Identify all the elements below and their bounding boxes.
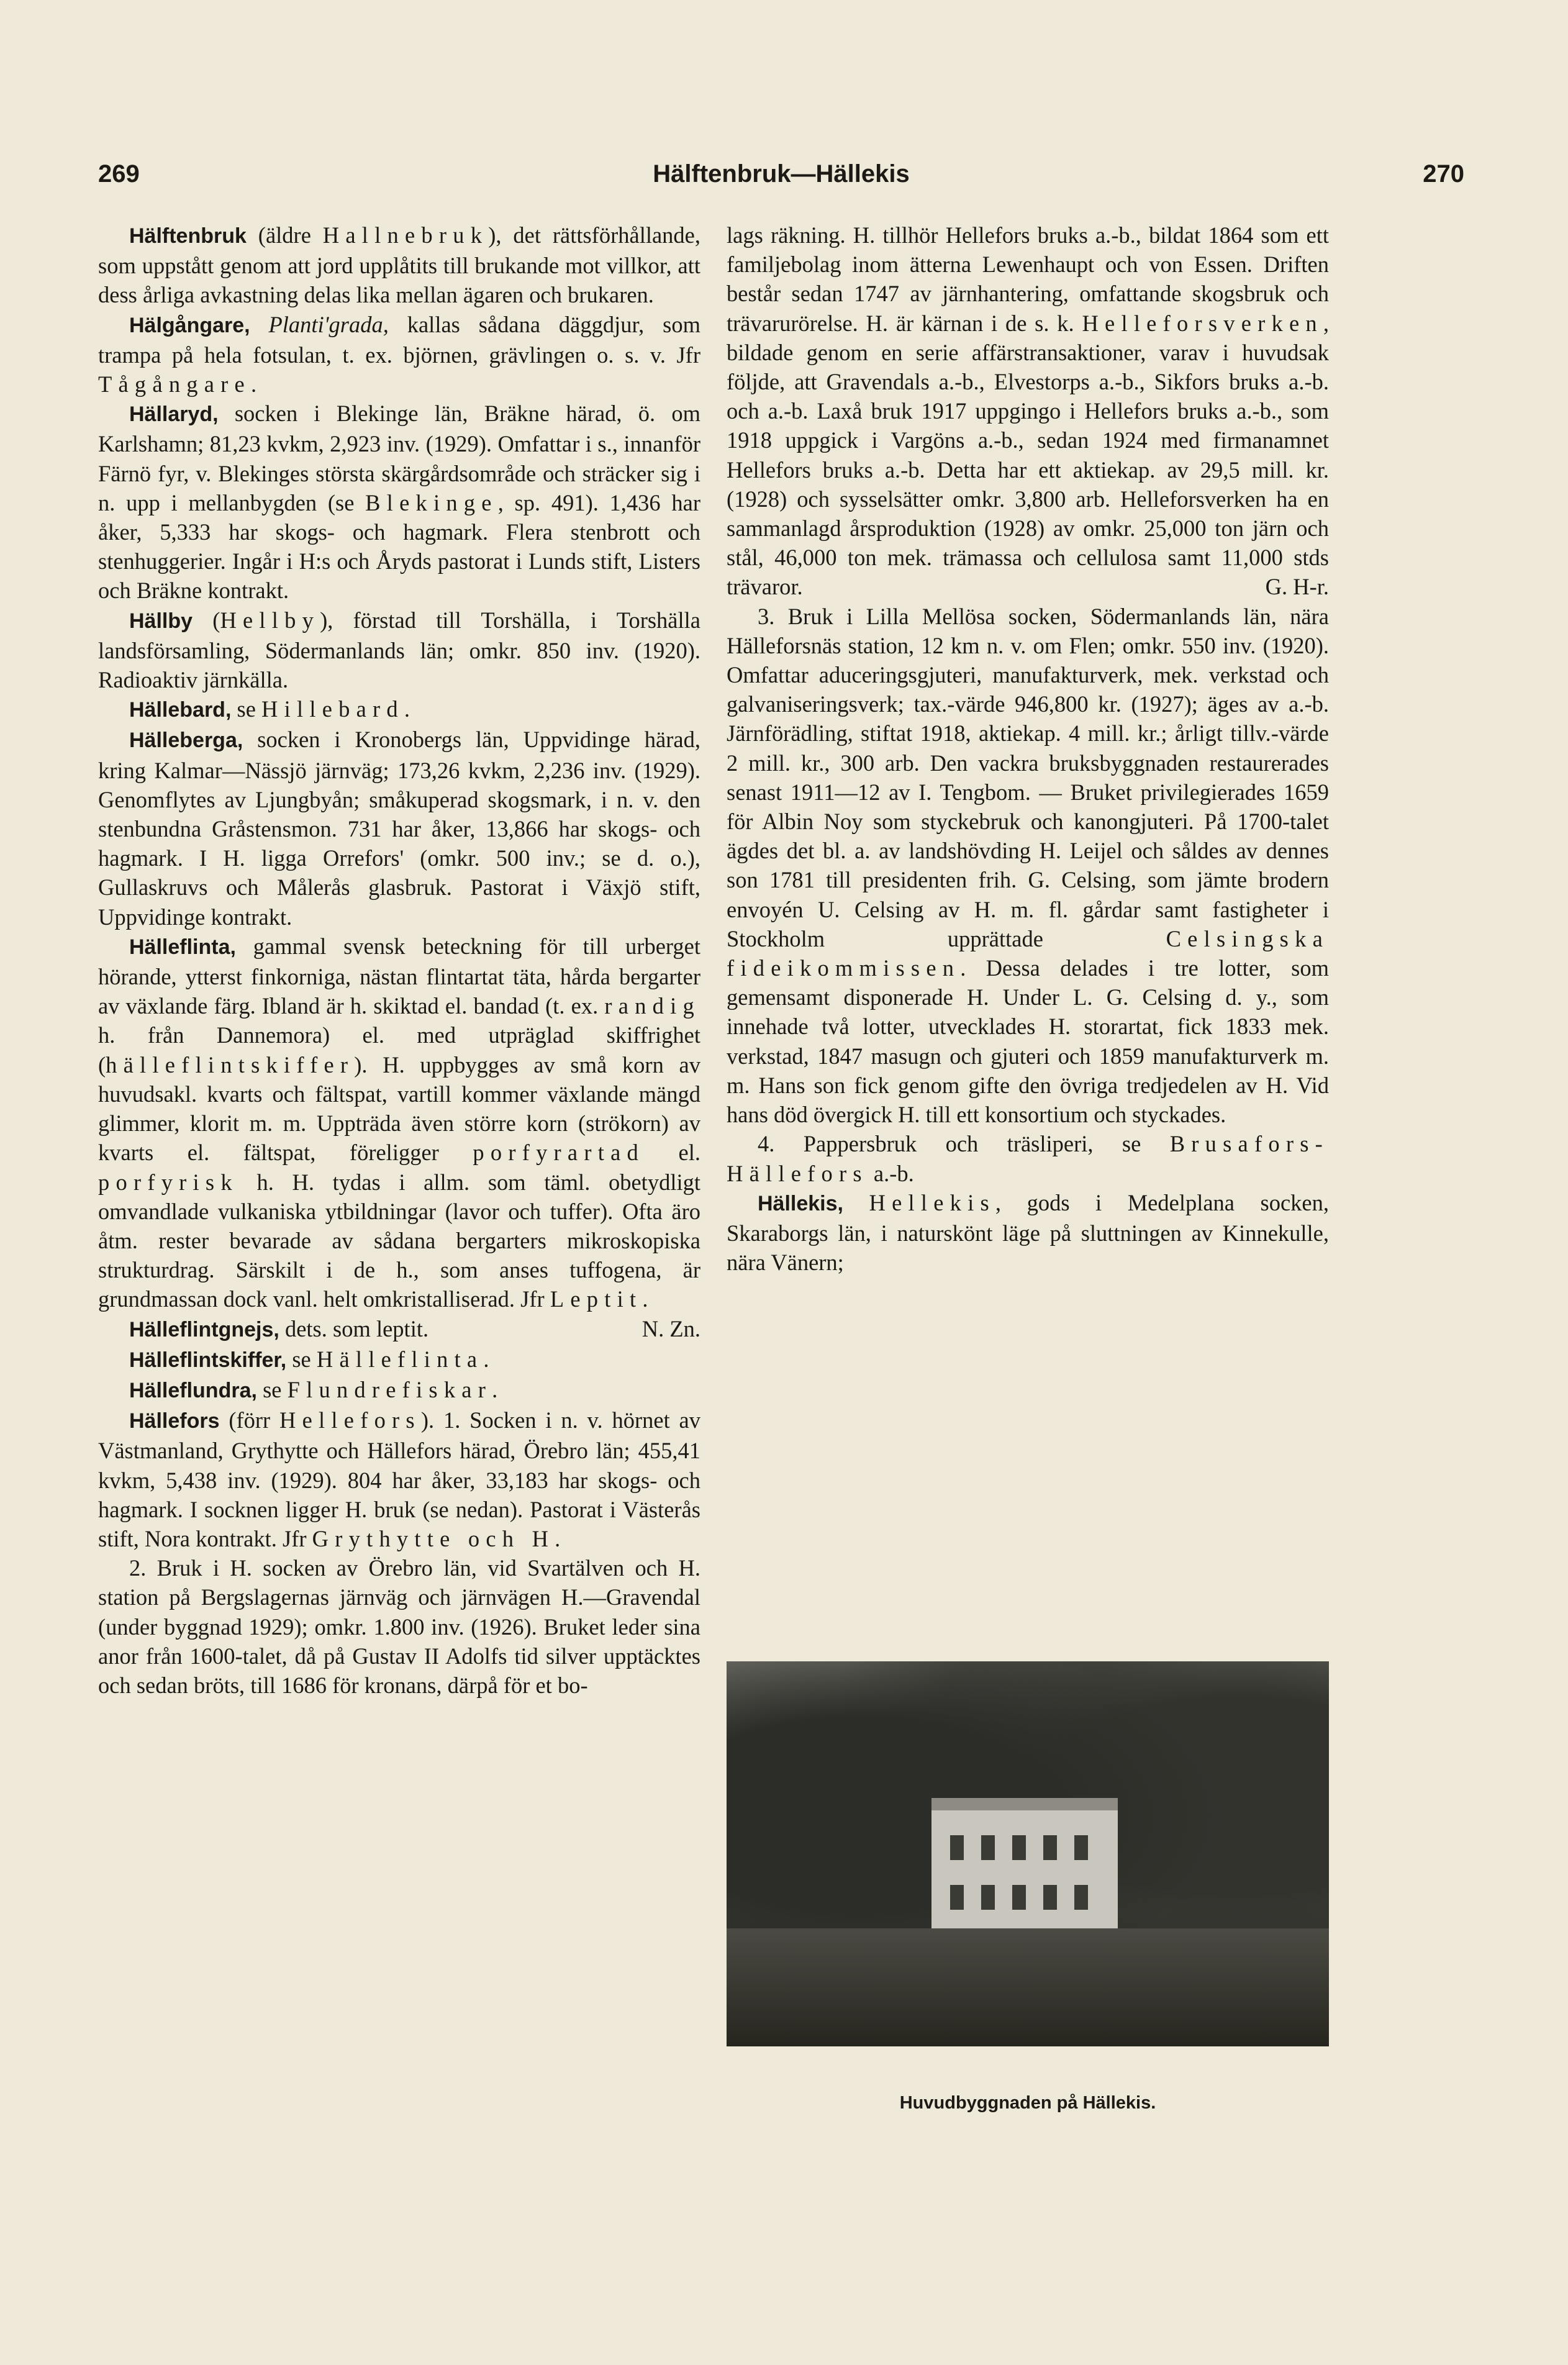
headword: Hälftenbruk: [129, 224, 247, 248]
page-number-right: 270: [1423, 160, 1464, 188]
page-number-left: 269: [98, 160, 140, 188]
window: [1012, 1835, 1026, 1860]
entry-hallefors-continued: lags räkning. H. tillhör Hellefors bruks a.-b., bildat 1864 som ett familjebolag inom ätterna Lewenhaupt och von Essen. Driften består sedan 1747 av järnhantering, omfattande skogsbruk och trävarurörelse. H. är kärnan i de s. k. Helleforsverken, bildade genom en serie affärstransaktioner, varav i huvudsak följde, att Gravendals a.-b., Elvestorps a.-b., Sikfors bruks a.-b. och a.-b. Laxå bruk 1917 uppgingo i Hellefors bruks a.-b., som 1918 uppgick i Vargöns a.-b., sedan 1924 med firmanamnet Hellefors bruks a.-b. Detta har ett aktiekap. av 29,5 mill. kr. (1928) och sysselsätter omkr. 3,800 arb. Helleforsverken ha en sammanlagd årsproduktion (1928) av omkr. 25,000 ton järn och stål, 46,000 ton mek. trämassa och cellulosa samt 11,000 stds trävaror. G. H-r.: [727, 220, 1329, 602]
window: [1043, 1885, 1057, 1910]
headword: Hälleberga,: [129, 729, 243, 753]
headword: Hällefors: [129, 1409, 220, 1433]
entry-halleflundra: Hälleflundra, se Flundrefiskar.: [129, 1376, 498, 1402]
right-column: [727, 220, 1329, 1277]
window: [1074, 1835, 1088, 1860]
headword: Hälleflundra,: [129, 1378, 257, 1402]
headword: Hällebard,: [129, 698, 232, 722]
entry-hallebard: Hällebard, se Hillebard.: [129, 696, 410, 722]
entry-halleflintgnejs: Hälleflintgnejs, dets. som leptit.: [129, 1315, 429, 1341]
lawn: [727, 1928, 1329, 2046]
entry-hallefors-2: 2. Bruk i H. socken av Örebro län, vid Svartälven och H. station på Bergslagernas järnväg och järnvägen H.—Gravendal (under byggnad 1929); omkr. 1.800 inv. (1926). Bruket leder sina anor från 1600-talet, då på Gustav II Adolfs tid silver upptäcktes och sedan bröts, till 1686 för kronans, därpå för et bo-: [98, 1555, 700, 1698]
window: [950, 1885, 964, 1910]
entry-hallaryd: Hällaryd, socken i Blekinge län, Bräkne härad, ö. om Karlshamn; 81,23 kvkm, 2,923 inv. (1929). Omfattar i s., innanför Färnö fyr, v. Blekinges största skärgårdsområde och sträcker sig i n. upp i mellanbygden (se Blekinge, sp. 491). 1,436 har åker, 5,333 har skogs- och hagmark. Flera stenbrott och stenhuggerier. Ingår i H:s och Åryds pastorat i Lunds stift, Listers och Bräkne kontrakt.: [98, 401, 701, 604]
headword: Hälleflinta,: [129, 935, 236, 959]
headword: Hälleflintskiffer,: [129, 1348, 287, 1372]
entry-halgangare: Hälgångare, Planti'grada, kallas sådana däggdjur, som trampa på hela fotsulan, t. ex. björnen, grävlingen o. s. v. Jfr Tågångare.: [98, 311, 701, 397]
entry-hallefors: Hällefors (förr Hellefors). 1. Socken i n. v. hörnet av Västmanland, Grythytte och Hällefors härad, Örebro län; 455,41 kvkm, 5,438 inv. (1929). 804 har åker, 33,183 har skogs- och hagmark. I socknen ligger H. bruk (se nedan). Pastorat i Västerås stift, Nora kontrakt. Jfr Grythytte och H.: [98, 1407, 700, 1551]
entry-halleflinta: Hälleflinta, gammal svensk beteckning för till urberget hörande, ytterst finkorniga, nästan flintartat täta, hårda bergarter av växlande färg. Ibland är h. skiktad el. bandad (t. ex. randig h. från Dannemora) el. med utpräglad skiffrighet (hälleflintskiffer). H. uppbygges av små korn av huvudsakl. kvarts och fältspat, vartill kommer växlande mängd glimmer, klorit m. m. Uppträda även större korn (strökorn) av kvarts el. fältspat, föreligger porfyrartad el. porfyrisk h. H. tydas i allm. som täml. obetydligt omvandlade vulkaniska ytbildningar (lavor och tuffer). Ofta äro åtm. rester bevarade av sådana bergarters mikroskopiska strukturdrag. Särskilt i de h., som anses tuffogena, är grundmassan dock vanl. helt omkristalliserad. Jfr Leptit. N. Zn.: [98, 932, 700, 1314]
author-signature: G. H-r.: [1265, 574, 1329, 600]
running-title: Hälftenbruk—Hällekis: [653, 160, 910, 188]
window: [981, 1885, 995, 1910]
headword: Hällekis,: [758, 1191, 843, 1215]
headword: Hälgångare,: [129, 313, 250, 337]
entry-hallekis: Hällekis, Hellekis, gods i Medelplana socken, Skaraborgs län, i naturskönt läge på sluttningen av Kinnekulle, nära Vänern;: [727, 1189, 1329, 1276]
entry-hallby: Hällby (Hellby), förstad till Torshälla, i Torshälla landsförsamling, Södermanlands län; omkr. 850 inv. (1920). Radioaktiv järnkälla.: [98, 607, 700, 693]
entry-halftenbruk: Hälftenbruk (äldre Hallnebruk), det rättsförhållande, som uppstått genom att jord upplåtits till brukande mot villkor, att dess årliga avkastning delas lika mellan ägaren och brukaren.: [98, 222, 700, 308]
entry-halleflintskiffer: Hälleflintskiffer, se Hälleflinta.: [129, 1346, 489, 1372]
page-header: [98, 160, 1464, 197]
window: [981, 1835, 995, 1860]
window: [1074, 1885, 1088, 1910]
headword: Hällby: [129, 609, 193, 633]
entry-hallefors-4: 4. Pappersbruk och träsliperi, se Brusafors-Hällefors a.-b.: [727, 1131, 1329, 1186]
entry-halleberga: Hälleberga, socken i Kronobergs län, Uppvidinge härad, kring Kalmar—Nässjö järnväg; 173,26 kvkm, 2,236 inv. (1929). Genomflytes av Ljungbyån; småkuperad skogsmark, i n. v. den stenbundna Gråstensmon. 731 har åker, 13,866 har skogs- och hagmark. I H. ligga Orrefors' (omkr. 500 inv.; se d. o.), Gullaskruvs och Målerås glasbruk. Pastorat i Växjö stift, Uppvidinge kontrakt.: [98, 727, 700, 930]
window: [950, 1835, 964, 1860]
figure-caption: Huvudbyggnaden på Hällekis.: [899, 2093, 1156, 2113]
manor-building: [931, 1798, 1118, 1947]
window: [1012, 1885, 1026, 1910]
headword: Hällaryd,: [129, 402, 219, 427]
photo-hallekis-manor: [727, 1661, 1329, 2046]
entry-hallefors-3: 3. Bruk i Lilla Mellösa socken, Södermanlands län, nära Hälleforsnäs station, 12 km n. v. om Flen; omkr. 550 inv. (1920). Omfattar aduceringsgjuteri, manufakturverk, mek. verkstad och galvaniseringsverk; tax.-värde 946,800 kr. (1927); äges av a.-b. Järnförädling, stiftat 1918, aktiekap. 4 mill. kr.; årligt tillv.-värde 2 mill. kr., 300 arb. Den vackra bruksbyggnaden restaurerades senast 1911—12 av I. Tengbom. — Bruket privilegierades 1659 för Albin Noy som styckebruk och kanongjuteri. På 1700-talet ägdes det bl. a. av landshövding H. Leijel och såldes av dennes son 1781 till presidenten frih. G. Celsing, som jämte brodern envoyén U. Celsing av H. m. fl. gårdar samt fastigheter i Stockholm upprättade Celsingska fideikommissen. Dessa delades i tre lotter, som gemensamt disponerade H. Under L. G. Celsing d. y., som innehade två lotter, utvecklades H. storartat, fick 1833 mek. verkstad, 1847 masugn och gjuteri och 1859 manufakturverk m. m. Hans son fick genom gifte den övriga tredjedelen av H. Vid hans död övergick H. till ett konsortium och styckades.: [727, 603, 1329, 1128]
author-signature: N. Zn.: [641, 1315, 700, 1341]
left-column: [98, 220, 700, 1700]
window: [1043, 1835, 1057, 1860]
headword: Hälleflintgnejs,: [129, 1317, 279, 1341]
